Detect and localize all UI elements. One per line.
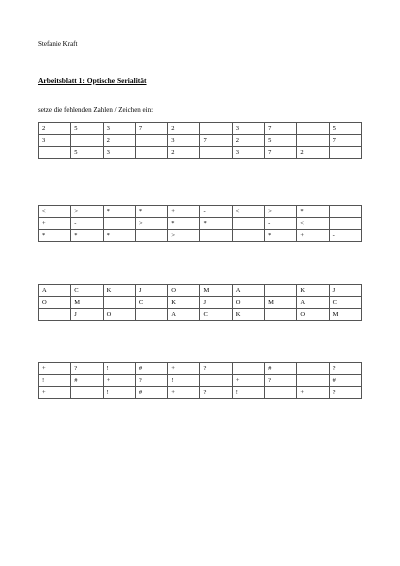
sequence-cell: # (329, 375, 361, 387)
sequence-cell: > (71, 206, 103, 218)
sequence-cell[interactable] (103, 218, 135, 230)
sequence-cell: * (135, 206, 167, 218)
sequence-cell: 3 (168, 135, 200, 147)
sequence-cell[interactable] (297, 363, 329, 375)
sequence-table-numbers (38, 122, 362, 159)
sequence-cell: J (71, 309, 103, 321)
sequence-cell[interactable] (297, 375, 329, 387)
sequence-cell: > (135, 218, 167, 230)
sequence-cell: K (103, 285, 135, 297)
table-row (39, 218, 362, 230)
sequence-cell[interactable] (265, 387, 297, 399)
sequence-cell: J (200, 297, 232, 309)
sequence-cell: 7 (265, 147, 297, 159)
sequence-cell[interactable] (232, 230, 264, 242)
sequence-cell: ! (103, 363, 135, 375)
sequence-cell: ? (71, 363, 103, 375)
sequence-cell[interactable] (265, 285, 297, 297)
sequence-cell: 3 (103, 147, 135, 159)
sequence-cell[interactable] (135, 309, 167, 321)
sequence-cell: < (297, 218, 329, 230)
sequence-cell: 2 (103, 135, 135, 147)
sequence-cell: 5 (71, 123, 103, 135)
table-row (39, 206, 362, 218)
sequence-cell[interactable] (135, 147, 167, 159)
sequence-cell: M (200, 285, 232, 297)
sequence-cell[interactable] (71, 135, 103, 147)
sequence-cell: O (232, 297, 264, 309)
sequence-cell: 5 (71, 147, 103, 159)
sequence-cell: ! (103, 387, 135, 399)
sequence-cell: 2 (168, 147, 200, 159)
sequence-cell: - (71, 218, 103, 230)
table-row (39, 123, 362, 135)
sequence-cell: ? (329, 387, 361, 399)
worksheet-title: Arbeitsblatt 1: Optische Serialität (38, 76, 147, 85)
sequence-cell: O (168, 285, 200, 297)
sequence-cell: M (265, 297, 297, 309)
sequence-cell: ? (265, 375, 297, 387)
sequence-cell: * (168, 218, 200, 230)
sequence-cell: * (103, 206, 135, 218)
sequence-cell: # (135, 387, 167, 399)
sequence-cell: * (39, 230, 71, 242)
sequence-cell: 7 (329, 135, 361, 147)
sequence-cell[interactable] (297, 123, 329, 135)
sequence-cell: ? (329, 363, 361, 375)
sequence-cell[interactable] (265, 309, 297, 321)
sequence-cell: + (39, 387, 71, 399)
sequence-cell: 7 (200, 135, 232, 147)
sequence-cell[interactable] (329, 218, 361, 230)
sequence-cell: 7 (265, 123, 297, 135)
sequence-cell[interactable] (200, 230, 232, 242)
sequence-cell: - (329, 230, 361, 242)
sequence-cell: # (265, 363, 297, 375)
sequence-cell[interactable] (135, 135, 167, 147)
sequence-cell: 7 (135, 123, 167, 135)
sequence-cell[interactable] (232, 363, 264, 375)
table-row (39, 387, 362, 399)
sequence-cell: * (71, 230, 103, 242)
sequence-cell: > (265, 206, 297, 218)
sequence-cell: C (135, 297, 167, 309)
sequence-cell: # (135, 363, 167, 375)
sequence-cell: * (265, 230, 297, 242)
sequence-cell: 5 (329, 123, 361, 135)
sequence-cell: + (39, 218, 71, 230)
sequence-cell: K (168, 297, 200, 309)
sequence-cell: + (232, 375, 264, 387)
table-row (39, 230, 362, 242)
instruction-text: setze die fehlenden Zahlen / Zeichen ein: (38, 106, 154, 114)
sequence-cell: < (232, 206, 264, 218)
sequence-cell: K (232, 309, 264, 321)
table-row (39, 375, 362, 387)
sequence-cell: J (135, 285, 167, 297)
sequence-cell[interactable] (135, 230, 167, 242)
sequence-cell: ? (200, 363, 232, 375)
sequence-cell: ! (168, 375, 200, 387)
sequence-cell: < (39, 206, 71, 218)
sequence-cell[interactable] (232, 218, 264, 230)
sequence-cell: C (200, 309, 232, 321)
sequence-cell: - (200, 206, 232, 218)
sequence-cell: 2 (297, 147, 329, 159)
sequence-table-letters (38, 284, 362, 321)
sequence-cell: A (297, 297, 329, 309)
sequence-cell[interactable] (329, 206, 361, 218)
sequence-cell[interactable] (71, 387, 103, 399)
sequence-cell[interactable] (297, 135, 329, 147)
sequence-cell: 3 (103, 123, 135, 135)
sequence-cell: ? (135, 375, 167, 387)
sequence-table-punctuation (38, 362, 362, 399)
table-row (39, 147, 362, 159)
sequence-cell[interactable] (103, 297, 135, 309)
sequence-cell: C (329, 297, 361, 309)
sequence-cell: 3 (232, 123, 264, 135)
sequence-cell: + (39, 363, 71, 375)
sequence-cell: * (297, 206, 329, 218)
sequence-cell: - (265, 218, 297, 230)
sequence-cell: # (71, 375, 103, 387)
sequence-cell: ! (39, 375, 71, 387)
table-row (39, 285, 362, 297)
sequence-cell: O (297, 309, 329, 321)
sequence-cell: 2 (232, 135, 264, 147)
sequence-cell: M (71, 297, 103, 309)
sequence-cell[interactable] (329, 147, 361, 159)
sequence-cell: A (39, 285, 71, 297)
sequence-cell: ! (232, 387, 264, 399)
sequence-cell: A (232, 285, 264, 297)
sequence-cell: C (71, 285, 103, 297)
sequence-cell: > (168, 230, 200, 242)
sequence-cell: 2 (168, 123, 200, 135)
sequence-cell: + (297, 387, 329, 399)
sequence-table-symbols (38, 205, 362, 242)
sequence-cell: 3 (232, 147, 264, 159)
sequence-cell: + (168, 206, 200, 218)
sequence-cell: M (329, 309, 361, 321)
sequence-cell: J (329, 285, 361, 297)
sequence-cell[interactable] (200, 375, 232, 387)
table-row (39, 363, 362, 375)
sequence-cell: * (200, 218, 232, 230)
table-row (39, 135, 362, 147)
table-row (39, 297, 362, 309)
author-name: Stefanie Kraft (38, 40, 78, 48)
sequence-cell[interactable] (39, 309, 71, 321)
sequence-cell: A (168, 309, 200, 321)
sequence-cell: O (39, 297, 71, 309)
sequence-cell: + (168, 363, 200, 375)
table-row (39, 309, 362, 321)
sequence-cell: + (103, 375, 135, 387)
sequence-cell: + (168, 387, 200, 399)
sequence-cell: + (297, 230, 329, 242)
sequence-cell[interactable] (200, 147, 232, 159)
sequence-cell: 2 (39, 123, 71, 135)
sequence-cell[interactable] (39, 147, 71, 159)
sequence-cell: * (103, 230, 135, 242)
sequence-cell: O (103, 309, 135, 321)
sequence-cell: K (297, 285, 329, 297)
sequence-cell: 5 (265, 135, 297, 147)
sequence-cell: ? (200, 387, 232, 399)
sequence-cell[interactable] (200, 123, 232, 135)
sequence-cell: 3 (39, 135, 71, 147)
